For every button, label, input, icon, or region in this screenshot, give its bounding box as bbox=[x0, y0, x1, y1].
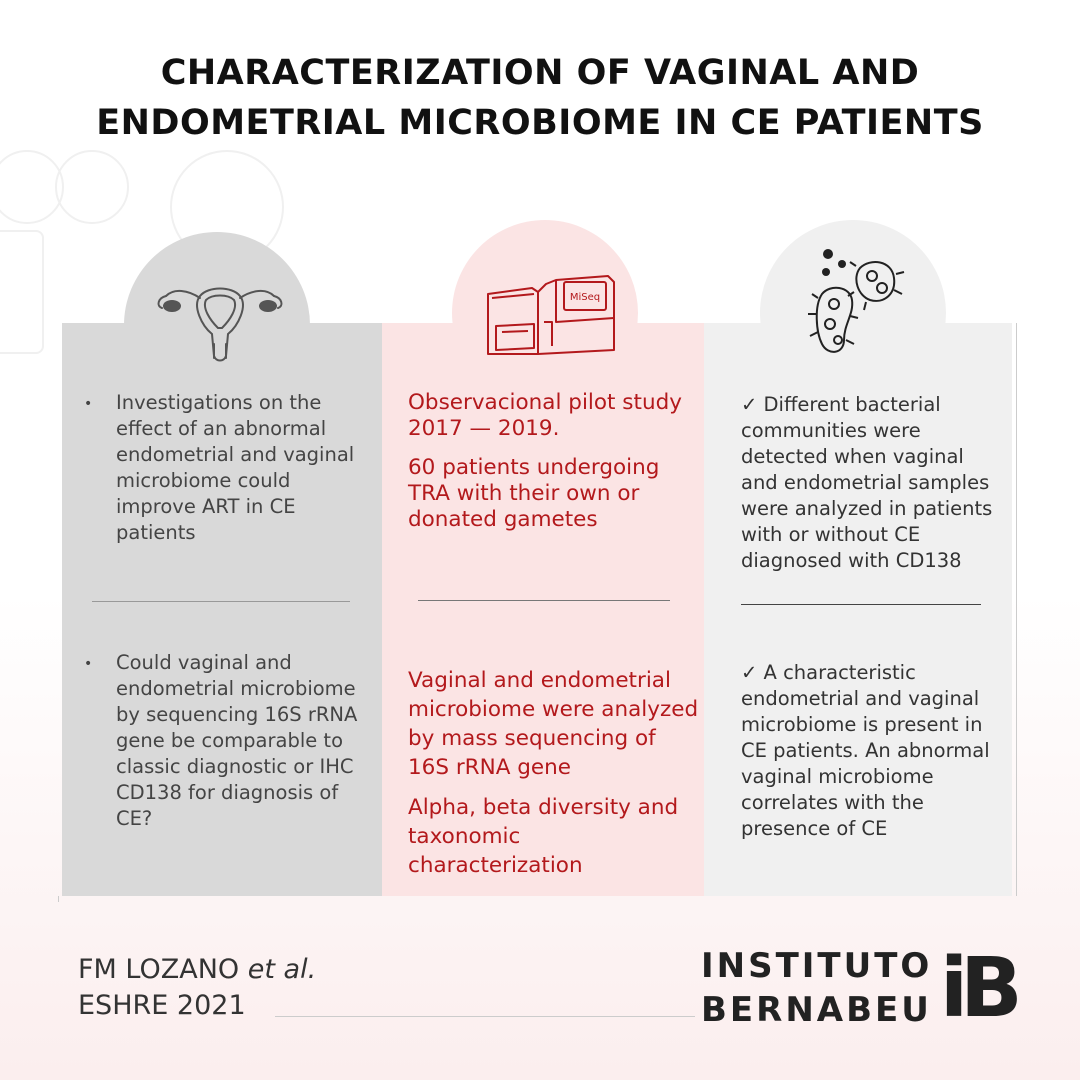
footer-line bbox=[275, 1016, 695, 1017]
ib-logo-icon bbox=[936, 922, 1028, 1022]
col1-bullet-2: Could vaginal and endometrial microbiome by sequencing 16S rRNA gene be comparable to classic diagnostic or IHC CD138 for diagnosis of CE? bbox=[116, 651, 358, 830]
frame-line bbox=[58, 896, 59, 902]
bullet-icon: • bbox=[84, 656, 93, 672]
svg-text:iB: iB bbox=[940, 941, 1015, 1022]
uterus-icon bbox=[150, 268, 290, 368]
author-citation: FM LOZANO et al. ESHRE 2021 bbox=[78, 954, 317, 1021]
bacteria-icon bbox=[800, 244, 910, 364]
col2-separator bbox=[418, 600, 670, 601]
col2-study-period: Observacional pilot study 2017 — 2019. bbox=[408, 390, 682, 441]
col3-separator bbox=[741, 604, 981, 605]
page-title: CHARACTERIZATION OF VAGINAL AND ENDOMETRIAL MICROBIOME IN CE PATIENTS bbox=[96, 53, 984, 143]
sequencer-icon bbox=[482, 262, 622, 362]
col3-result-1: ✓ Different bacterial communities were detected when vaginal and endometrial samples were analyzed in patients with or without CE diagnosed with CD138 bbox=[741, 393, 993, 572]
col1-bullet-1: Investigations on the effect of an abnormal endometrial and vaginal microbiome could improve ART in CE patients bbox=[116, 391, 355, 544]
col1-separator bbox=[92, 601, 350, 602]
col2-analysis: Vaginal and endometrial microbiome were analyzed by mass sequencing of 16S rRNA gene bbox=[408, 668, 699, 780]
background-decoration bbox=[0, 230, 44, 354]
col3-result-2: ✓ A characteristic endometrial and vaginal microbiome is present in CE patients. An abnormal vaginal microbiome correlates with the presence of CE bbox=[741, 661, 990, 840]
background-decoration bbox=[55, 150, 129, 224]
col2-diversity: Alpha, beta diversity and taxonomic characterization bbox=[408, 795, 679, 878]
col2-patients: 60 patients undergoing TRA with their own or donated gametes bbox=[408, 455, 660, 532]
frame-line bbox=[1016, 323, 1017, 896]
brand-name: INSTITUTO BERNABEU bbox=[701, 946, 933, 1030]
svg-text:MiSeq: MiSeq bbox=[569, 292, 601, 303]
bullet-icon: • bbox=[84, 396, 93, 412]
